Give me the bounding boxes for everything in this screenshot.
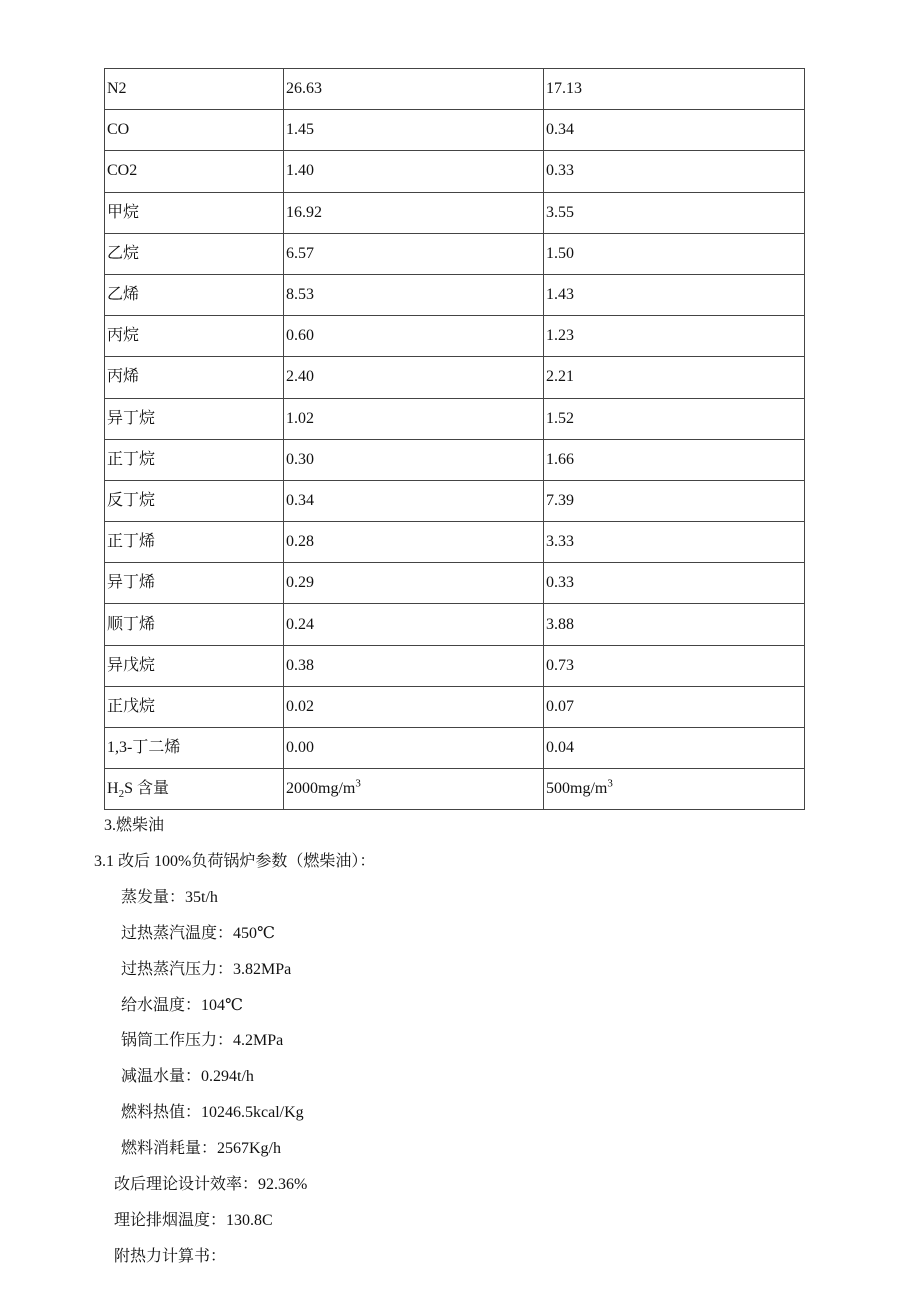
param-feedwater-temp: 给水温度：104℃ (121, 997, 243, 1014)
table-row (105, 151, 805, 192)
table-row (105, 480, 805, 521)
value-cell-b: 0.33 (544, 563, 805, 604)
component-cell: $H_2S$ 含量 (105, 769, 284, 810)
component-cell: 反丁烷 (105, 480, 284, 521)
param-desuperheat-water: 减温水量：0.294t/h (121, 1068, 254, 1085)
value-cell-b: 17.13 (544, 69, 805, 110)
table-body (105, 69, 805, 810)
component-cell: 顺丁烯 (105, 604, 284, 645)
component-cell: 正戊烷 (105, 686, 284, 727)
table-row (105, 439, 805, 480)
table-row (105, 686, 805, 727)
value-cell-b: 0.07 (544, 686, 805, 727)
component-cell: CO (105, 110, 284, 151)
table-row (105, 69, 805, 110)
design-efficiency: 改后理论设计效率：92.36% (114, 1176, 308, 1193)
value-cell-b: 1.43 (544, 274, 805, 315)
table-row (105, 357, 805, 398)
table-row (105, 604, 805, 645)
value-cell-a: 0.24 (284, 604, 544, 645)
value-cell-a: 16.92 (284, 192, 544, 233)
table-row (105, 274, 805, 315)
component-cell: 异丁烷 (105, 398, 284, 439)
value-cell-b: $500mg/m^3$ (544, 769, 805, 810)
gas-composition-table (104, 68, 805, 810)
value-cell-a: 0.38 (284, 645, 544, 686)
component-cell: CO2 (105, 151, 284, 192)
value-cell-a: 8.53 (284, 274, 544, 315)
param-superheated-temp: 过热蒸汽温度：450℃ (121, 925, 275, 942)
table-row (105, 522, 805, 563)
section-subheading: 3.1 改后 100%负荷锅炉参数（燃柴油）： (94, 853, 376, 870)
value-cell-a: 0.34 (284, 480, 544, 521)
table-row (105, 110, 805, 151)
param-superheated-pressure: 过热蒸汽压力：3.82MPa (121, 961, 292, 978)
param-evaporation: 蒸发量：35t/h (121, 889, 218, 906)
section-heading: 3.燃柴油 (104, 817, 165, 834)
value-cell-a: 0.60 (284, 316, 544, 357)
component-cell: 甲烷 (105, 192, 284, 233)
value-cell-a: 0.30 (284, 439, 544, 480)
table-row (105, 192, 805, 233)
value-cell-a: 0.02 (284, 686, 544, 727)
table-row (105, 563, 805, 604)
value-cell-b: 1.66 (544, 439, 805, 480)
value-cell-b: 7.39 (544, 480, 805, 521)
value-cell-a: 0.29 (284, 563, 544, 604)
value-cell-b: 0.73 (544, 645, 805, 686)
value-cell-a: 0.28 (284, 522, 544, 563)
value-cell-b: 3.55 (544, 192, 805, 233)
component-cell: 乙烷 (105, 233, 284, 274)
value-cell-b: 0.33 (544, 151, 805, 192)
value-cell-a: $2000mg/m^3$ (284, 769, 544, 810)
component-cell: 正丁烯 (105, 522, 284, 563)
component-cell: N2 (105, 69, 284, 110)
value-cell-b: 1.50 (544, 233, 805, 274)
value-cell-b: 3.88 (544, 604, 805, 645)
value-cell-a: 26.63 (284, 69, 544, 110)
value-cell-b: 2.21 (544, 357, 805, 398)
table-row (105, 398, 805, 439)
value-cell-b: 0.04 (544, 728, 805, 769)
table-row-h2s (105, 769, 805, 810)
component-cell: 丙烷 (105, 316, 284, 357)
value-cell-b: 1.52 (544, 398, 805, 439)
component-cell: 异丁烯 (105, 563, 284, 604)
table-row (105, 233, 805, 274)
component-cell: 正丁烷 (105, 439, 284, 480)
attachment-note: 附热力计算书： (114, 1248, 227, 1265)
param-fuel-consumption: 燃料消耗量：2567Kg/h (121, 1140, 282, 1157)
value-cell-b: 0.34 (544, 110, 805, 151)
table-row (105, 316, 805, 357)
value-cell-a: 6.57 (284, 233, 544, 274)
value-cell-a: 1.45 (284, 110, 544, 151)
param-drum-pressure: 锅筒工作压力：4.2MPa (121, 1032, 284, 1049)
param-fuel-heating-value: 燃料热值：10246.5kcal/Kg (121, 1104, 304, 1121)
value-cell-a: 1.40 (284, 151, 544, 192)
value-cell-a: 0.00 (284, 728, 544, 769)
table-row (105, 728, 805, 769)
component-cell: 丙烯 (105, 357, 284, 398)
value-cell-b: 3.33 (544, 522, 805, 563)
component-cell: 1,3-丁二烯 (105, 728, 284, 769)
table-row (105, 645, 805, 686)
value-cell-b: 1.23 (544, 316, 805, 357)
component-cell: 异戊烷 (105, 645, 284, 686)
value-cell-a: 1.02 (284, 398, 544, 439)
value-cell-a: 2.40 (284, 357, 544, 398)
component-cell: 乙烯 (105, 274, 284, 315)
exhaust-temperature: 理论排烟温度：130.8C (114, 1212, 273, 1229)
